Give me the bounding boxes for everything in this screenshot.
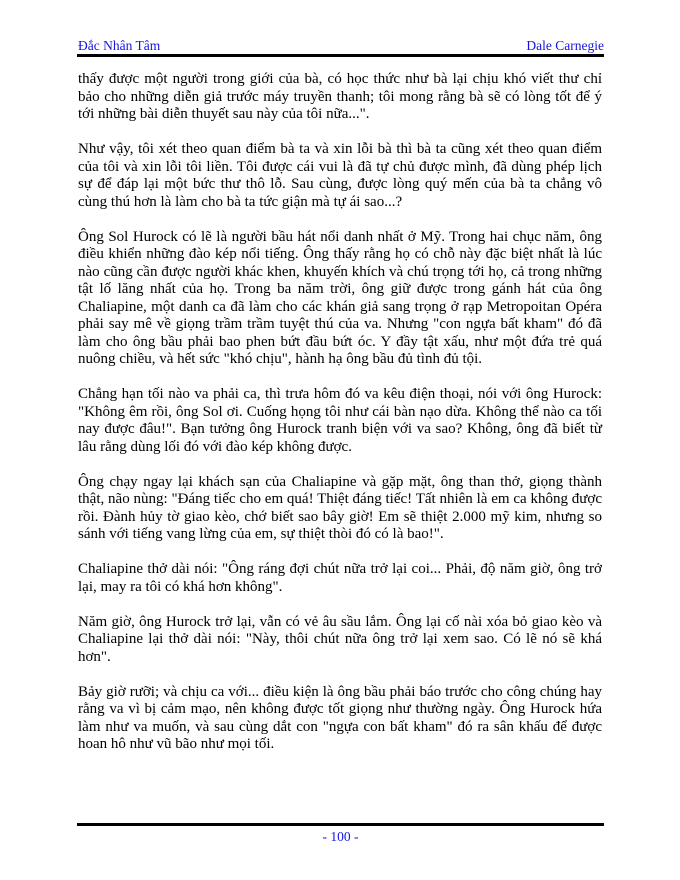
paragraph: Như vậy, tôi xét theo quan điểm bà ta và xin lỗi bà thì bà ta cũng xét theo quan điểm của tôi và xin lỗi tôi liền. Tôi được cái vui là đã tự chủ được mình, đã dùng phép lịch sự để đáp lại một bức thư thô lỗ. Sau cùng, được lòng quý mến của bà ta chẳng vô cùng thú hơn là làm cho bà ta tức giận mà tự ái sao...?: [78, 141, 602, 210]
paragraph: Chẳng hạn tối nào va phải ca, thì trưa hôm đó va kêu điện thoại, nói với ông Hurock: "Không êm rồi, ông Sol ơi. Cuống họng tôi như cái bàn nạo dừa. Không thể nào ca tối nay được đâu!". Bạn tưởng ông Hurock tranh biện với va sao? Không, ông đã biết từ lâu rằng dùng lối đó với đào kép không được.: [78, 386, 602, 455]
paragraph: Ông chạy ngay lại khách sạn của Chaliapine và gặp mặt, ông than thở, giọng thành thật, não nùng: "Đáng tiếc cho em quá! Thiệt đáng tiếc! Tất nhiên là em ca không được rồi. Đành hủy tờ giao kèo, chớ biết sao bây giờ! Em sẽ thiệt 2.000 mỹ kim, nhưng so sánh với tiếng vang lừng của em, sự thiệt thòi đó có là bao!".: [78, 473, 602, 542]
paragraph: thấy được một người trong giới của bà, có học thức như bà lại chịu khó viết thư chỉ bảo cho những diễn giả trước máy truyền thanh; tôi mong rằng bà sẽ có lòng tốt để ý tới những bài diễn thuyết sau này của tôi nữa...".: [78, 71, 602, 122]
page-number: - 100 -: [322, 829, 359, 844]
page-header: [78, 38, 604, 54]
book-title: Đắc Nhân Tâm: [78, 38, 161, 53]
page-body: [78, 71, 602, 771]
header-divider: [77, 54, 604, 57]
author-name: Dale Carnegie: [526, 38, 604, 53]
paragraph: Bảy giờ rưỡi; và chịu ca với... điều kiện là ông bầu phải báo trước cho công chúng hay rằng va vì bị cảm mạo, nên không được tốt giọng như thường ngày. Ông Hurock hứa làm như va muốn, và sau cùng dắt con "ngựa con bất kham" đó ra sân khấu để được hoan hô như vũ bão như mọi tối.: [78, 683, 602, 752]
paragraph: Chaliapine thở dài nói: "Ông ráng đợi chút nữa trở lại coi... Phải, độ năm giờ, ông trở lại, may ra tôi có khá hơn không".: [78, 561, 602, 595]
page-footer: [77, 823, 604, 845]
paragraph: Năm giờ, ông Hurock trở lại, vẫn có vẻ âu sầu lắm. Ông lại cố nài xóa bỏ giao kèo và Chaliapine lại thở dài nói: "Này, thôi chút nữa ông trở lại xem sao. Có lẽ nó sẽ khá hơn".: [78, 613, 602, 665]
paragraph: Ông Sol Hurock có lẽ là người bầu hát nổi danh nhất ở Mỹ. Trong hai chục năm, ông điều khiển những đào kép nổi tiếng. Ông thấy rằng họ có chỗ này đặc biệt nhất là lúc nào cũng cần được người khác khen, khuyến khích và chú trọng tới họ, cả trong những tật lố lăng nhất của họ. Trong ba năm trời, ông giữ được trong gánh hát của ông Chaliapine, một danh ca đã làm cho các khán giả sang trọng ở rạp Metropoitan Opéra phải say mê về giọng trầm trầm tuyệt thú của va. Nhưng "con ngựa bất kham" đó đã làm cho ông bầu phải bao phen bứt đầu bứt óc. Y đầy tật xấu, như một đứa trẻ quá nuông chiều, và hết sức "khó chịu", hành hạ ông bầu đủ tình đủ tội.: [78, 228, 602, 367]
